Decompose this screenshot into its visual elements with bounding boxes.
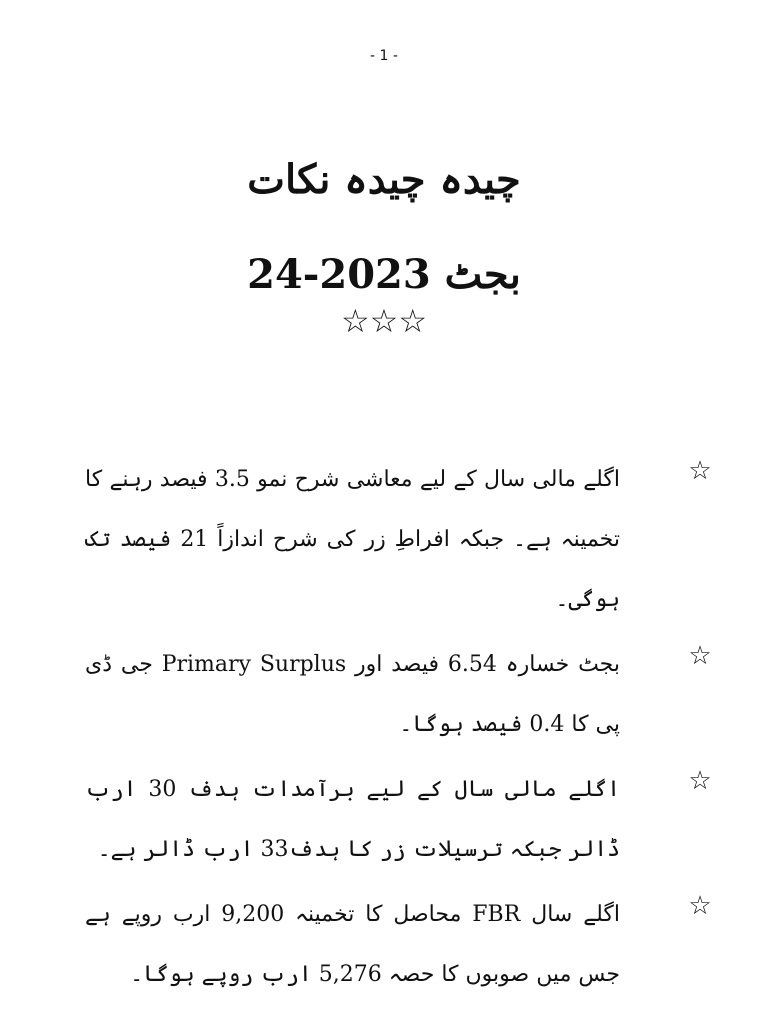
star-bullet-icon: ☆ bbox=[688, 641, 712, 671]
star-bullet-icon: ☆ bbox=[688, 766, 712, 796]
bullet-list bbox=[85, 450, 715, 1010]
page-number: - 1 - bbox=[370, 48, 398, 64]
list-item bbox=[85, 760, 715, 880]
list-item-text: اگلے مالی سال کے لیے برآمدات ہدف 30 ارب ڈالر جبکہ ترسیلات زر کا ہدف33 ارب ڈالر ہے۔ bbox=[85, 777, 620, 862]
page-subtitle: بجٹ 2023-24 bbox=[247, 251, 521, 298]
list-item-text: اگلے سال FBR محاصل کا تخمینہ 9,200 ارب روپے ہے جس میں صوبوں کا حصہ 5,276 ارب روپے ہوگا۔ bbox=[85, 902, 621, 987]
page-title: چیدہ چیدہ نکات bbox=[247, 156, 521, 203]
list-item bbox=[85, 450, 715, 630]
list-item-text: بجٹ خسارہ 6.54 فیصد اور Primary Surplus جی ڈی پی کا 0.4 فیصد ہوگا۔ bbox=[85, 652, 620, 737]
list-item bbox=[85, 635, 715, 755]
star-divider-icon: ☆☆☆ bbox=[340, 302, 428, 340]
list-item bbox=[85, 885, 715, 1005]
list-item-text: اگلے مالی سال کے لیے معاشی شرح نمو 3.5 فیصد رہنے کا تخمینہ ہے۔ جبکہ افراطِ زر کی شرح اندازاً 21 فیصد تک ہوگی۔ bbox=[85, 467, 620, 612]
star-bullet-icon: ☆ bbox=[688, 456, 712, 486]
star-bullet-icon: ☆ bbox=[688, 891, 712, 921]
